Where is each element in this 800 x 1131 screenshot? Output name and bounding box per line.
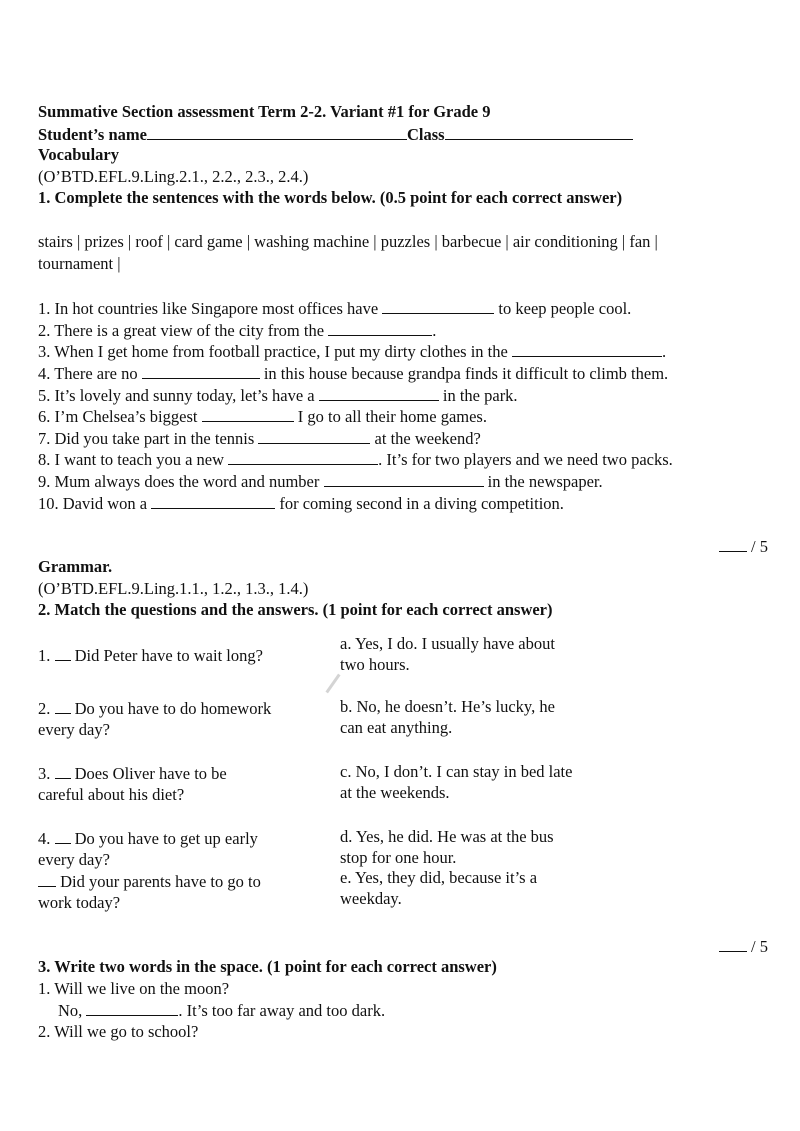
answer: a. Yes, I do. I usually have about two hours.: [340, 634, 555, 674]
list-item: 7. Did you take part in the tennis at the weekend?: [38, 428, 481, 448]
worksheet: [38, 101, 768, 1043]
question: 2. Do you have to do homework every day?: [38, 699, 272, 740]
list-item: 8. I want to teach you a new . It’s for two players and we need two packs.: [38, 450, 673, 470]
worksheet-title: Summative Section assessment Term 2-2. Variant #1 for Grade 9: [38, 102, 491, 121]
word-bank-line: stairs | prizes | roof | card game | washing machine | puzzles | barbecue | air conditioning | fan |: [38, 231, 658, 251]
task-1-instruction: 1. Complete the sentences with the words below. (0.5 point for each correct answer): [38, 188, 623, 208]
answer-blank[interactable]: [512, 340, 662, 357]
match-row: [38, 634, 768, 675]
word-bank: [38, 231, 763, 276]
answer: b. No, he doesn’t. He’s lucky, he can eat anything.: [340, 697, 555, 737]
question: 1. Did Peter have to wait long?: [38, 646, 263, 666]
answer-blank[interactable]: [258, 427, 370, 444]
list-item: 9. Mum always does the word and number in the newspaper.: [38, 471, 603, 491]
score-row: [38, 935, 768, 957]
vocabulary-items: [38, 297, 768, 513]
task-3-instruction: 3. Write two words in the space. (1 point for each correct answer): [38, 957, 497, 977]
list-item: 10. David won a for coming second in a diving competition.: [38, 493, 564, 513]
match-blank[interactable]: [55, 827, 71, 844]
list-item: 6. I’m Chelsea’s biggest I go to all their home games.: [38, 407, 487, 427]
score-box: / 5: [719, 935, 768, 958]
answer-blank[interactable]: [382, 297, 494, 314]
answer-blank[interactable]: [228, 448, 378, 465]
match-blank[interactable]: [55, 644, 71, 661]
list-item: 4. There are no in this house because grandpa finds it difficult to climb them.: [38, 363, 669, 383]
student-name-label: Student’s name: [38, 124, 147, 144]
word-bank-line: tournament |: [38, 254, 121, 274]
list-item: 2. There is a great view of the city from the .: [38, 320, 437, 340]
match-row: [38, 827, 768, 913]
score-blank[interactable]: [719, 535, 747, 552]
answer-blank[interactable]: [151, 492, 275, 509]
class-field[interactable]: [445, 123, 633, 140]
student-info-line: [38, 123, 768, 145]
answer-line: No, . It’s too far away and too dark.: [58, 1001, 386, 1021]
list-item: 5. It’s lovely and sunny today, let’s have a in the park.: [38, 385, 518, 405]
student-name-field[interactable]: [147, 123, 407, 140]
grammar-heading: Grammar.: [38, 557, 113, 577]
answer-blank[interactable]: [319, 384, 439, 401]
list-item: 1. In hot countries like Singapore most offices have to keep people cool.: [38, 299, 632, 319]
answer: d. Yes, he did. He was at the bus stop for one hour. e. Yes, they did, because it’s a weekday.: [340, 827, 554, 908]
question: 2. Will we go to school?: [38, 1022, 199, 1042]
question: 4. Do you have to get up early every day? Did your parents have to go to work today?: [38, 829, 261, 913]
matching-section: [38, 634, 768, 913]
match-row: [38, 762, 768, 805]
answer: c. No, I don’t. I can stay in bed late at the weekends.: [340, 762, 573, 802]
match-row: [38, 697, 768, 740]
task-2-instruction: 2. Match the questions and the answers. (1 point for each correct answer): [38, 600, 553, 620]
question: 1. Will we live on the moon?: [38, 978, 230, 998]
answer-blank[interactable]: [142, 362, 260, 379]
vocabulary-code: (O’BTD.EFL.9.Ling.2.1., 2.2., 2.3., 2.4.): [38, 166, 309, 186]
score-box: / 5: [719, 535, 768, 558]
class-label: Class: [406, 124, 445, 144]
answer-blank[interactable]: [328, 319, 432, 336]
match-blank[interactable]: [38, 870, 56, 887]
vocabulary-heading: Vocabulary: [38, 145, 119, 165]
question: 3. Does Oliver have to be careful about his diet?: [38, 764, 227, 805]
answer-blank[interactable]: [324, 470, 484, 487]
match-blank[interactable]: [55, 762, 71, 779]
match-blank[interactable]: [55, 697, 71, 714]
score-blank[interactable]: [719, 935, 747, 952]
score-row: [38, 535, 768, 557]
list-item: 3. When I get home from football practice, I put my dirty clothes in the .: [38, 342, 667, 362]
grammar-code: (O’BTD.EFL.9.Ling.1.1., 1.2., 1.3., 1.4.): [38, 578, 309, 598]
answer-blank[interactable]: [86, 999, 178, 1016]
answer-blank[interactable]: [202, 405, 294, 422]
